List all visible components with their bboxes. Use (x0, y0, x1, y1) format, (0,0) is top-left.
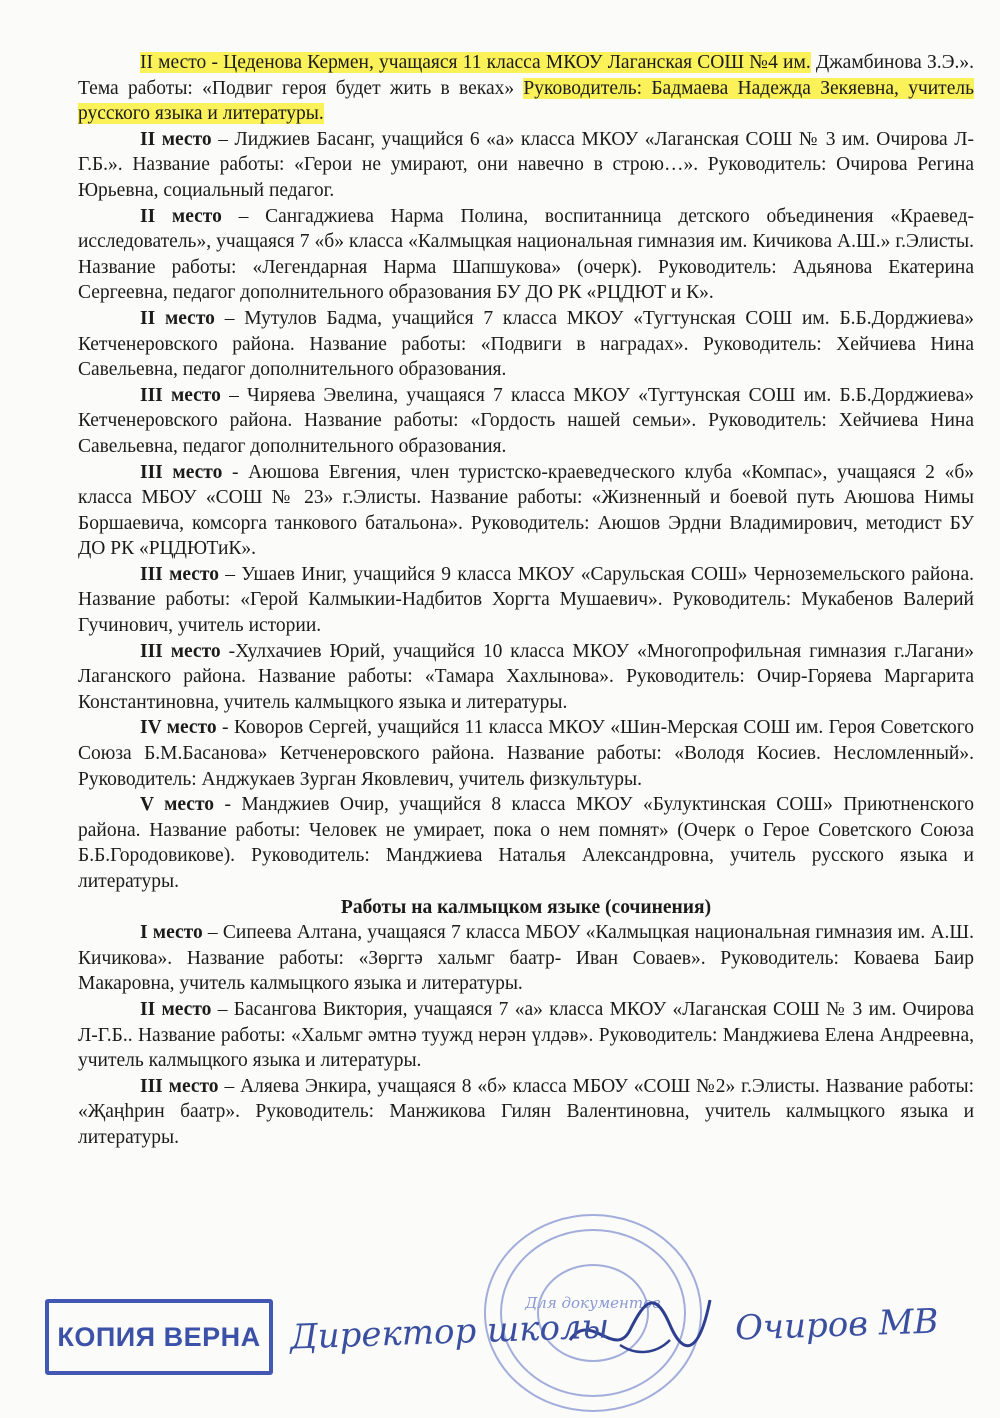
entry-top-7 (78, 639, 974, 716)
place-label: III место (140, 461, 223, 483)
entry-bottom-2 (78, 1074, 974, 1151)
entries-list-kalmyk (78, 920, 974, 1150)
entry-text: - Манджиев Очир, учащийся 8 класса МКОУ «Булуктинская СОШ» Приютненского района. Название работы: Человек не умирает, пока о нем помнят» (Очерк о Герое Советского Союза Б.Б.Городовикове). Руководитель: Манджиева Наталья Александровна, учитель русского языка и литературы. (78, 794, 974, 892)
place-label: III место (140, 384, 221, 406)
entry-text: – Сангаджиева Нарма Полина, воспитанница детского объединения «Краевед-исследователь», учащаяся 7 «б» класса «Калмыцкая национальная гимназия им. Кичикова А.Ш.» г.Элисты. Название работы: «Легендарная Нарма Шапшукова» (очерк). Руководитель: Адьянова Екатерина Сергеевна, педагог дополнительного образования БУ ДО РК «РЦДЮТ и К». (78, 205, 974, 304)
place-label: II место (140, 998, 212, 1020)
place-label: V место (140, 794, 215, 816)
entry-text: - Коворов Сергей, учащийся 11 класса МКОУ «Шин-Мерская СОШ им. Героя Советского Союза Б.М.Басанова» Кетченеровского района. Название работы: «Володя Косиев. Несломленный». Руководитель: Анджукаев Зурган Яковлевич, учитель физкультуры. (78, 717, 974, 790)
signature-role: Директор школы (289, 1306, 610, 1358)
entry-text: – Ушаев Иниг, учащийся 9 класса МКОУ «Сарульская СОШ» Черноземельского района. Название работы: «Герой Калмыкии-Надбитов Хоргта Мушаевич». Руководитель: Мукабенов Валерий Гучинович, учитель истории. (78, 563, 974, 637)
document-body (78, 50, 974, 1151)
highlight-supervisor: Руководитель: Бадмаева Надежда Зекяевна, учитель русского языка и литературы. (78, 77, 974, 125)
entry-bottom-1 (78, 997, 974, 1074)
entry-top-9 (78, 792, 974, 894)
entry-top-2 (78, 204, 974, 306)
place-label: IV место (140, 717, 217, 739)
place-label: III место (140, 563, 219, 585)
entry-top-3 (78, 306, 974, 383)
entry-text: – Сипеева Алтана, учащаяся 7 класса МБОУ «Калмыцкая национальная гимназия им. А.Ш. Кичикова». Название работы: «Зөргтә хальмг баатр- Иван Соваев». Руководитель: Коваева Баир Макаровна, учитель калмыцкого языка и литературы. (78, 922, 974, 995)
entry-text: – Мутулов Бадма, учащийся 7 класса МКОУ «Тугтунская СОШ им. Б.Б.Дорджиева» Кетченеровского района. Название работы: «Подвиги в наградах». Руководитель: Хейчиева Нина Савельевна, педагог дополнительного образования. (78, 307, 974, 381)
place-label: II место (140, 307, 215, 329)
place-label: I место (140, 922, 203, 944)
entry-top-1 (78, 127, 974, 204)
entry-top-0: II место - Цеденова Кермен, учащаяся 11 класса МКОУ Лаганская СОШ №4 им. Джамбинова З.Э.». Тема работы: «Подвиг героя будет жить в веках» Руководитель: Бадмаева Надежда Зекяевна, учитель русского языка и литературы. (78, 52, 975, 125)
entry-text: – Чиряева Эвелина, учащаяся 7 класса МКОУ «Тугтунская СОШ им. Б.Б.Дорджиева» Кетченеровского района. Название работы: «Гордость нашей семьи». Руководитель: Хейчиева Нина Савельевна, педагог дополнительного образования. (78, 384, 975, 457)
entry-text: - Аюшова Евгения, член туристско-краеведческого клуба «Компас», учащаяся 2 «б» класса МБОУ «СОШ № 23» г.Элисты. Название работы: «Жизненный и боевой путь Аюшова Нимы Боршаевича, комсорга танкового батальона». Руководитель: Аюшов Эрдни Владимирович, методист БУ ДО РК «РЦДЮТиК». (78, 461, 975, 560)
section-title: Работы на калмыцком языке (сочинения) (340, 896, 712, 918)
entry-top-4 (78, 383, 974, 460)
place-label: III место (140, 640, 221, 662)
entry-top-5 (78, 460, 974, 562)
signature-name: Очиров МВ (734, 1301, 940, 1349)
place-label: II место (140, 205, 222, 227)
entry-top-6 (78, 562, 974, 639)
place-label: III место (140, 1075, 219, 1097)
entry-text: – Басангова Виктория, учащаяся 7 «а» класса МКОУ «Лаганская СОШ № 3 им. Очирова Л-Г.Б.. Название работы: «Хальмг әмтнә туужд нерән үлдәв». Руководитель: Манджиева Елена Андреевна, учитель калмыцкого языка и литературы. (78, 998, 974, 1072)
entry-top-8 (78, 715, 974, 792)
entry-bottom-0 (78, 920, 974, 997)
entry-text: -Хулхачиев Юрий, учащийся 10 класса МКОУ «Многопрофильная гимназия г.Лагани» Лаганского района. Название работы: «Тамара Хахлынова». Руководитель: Очир-Горяева Маргарита Константиновна, учитель калмыцкого языка и литературы. (78, 640, 974, 713)
highlight-first-line: II место - Цеденова Кермен, учащаяся 11 класса МКОУ Лаганская СОШ №4 им. (140, 52, 811, 73)
seal-center-text: Для документов (525, 1294, 661, 1312)
place-label: II место (140, 128, 212, 150)
entries-list-russian (78, 127, 974, 895)
entry-text: – Лиджиев Басанг, учащийся 6 «а» класса МКОУ «Лаганская СОШ № 3 им. Очирова Л-Г.Б.». Название работы: «Герои не умирают, они навечно в строю…». Руководитель: Очирова Регина Юрьевна, социальный педагог. (78, 128, 974, 201)
entry-text: – Аляева Энкира, учащаяся 8 «б» класса МБОУ «СОШ №2» г.Элисты. Название работы: «Җаңһрин баатр». Руководитель: Манжикова Гилян Валентиновна, учитель калмыцкого языка и литературы. (78, 1075, 974, 1148)
copy-certified-stamp: КОПИЯ ВЕРНА (45, 1299, 273, 1375)
